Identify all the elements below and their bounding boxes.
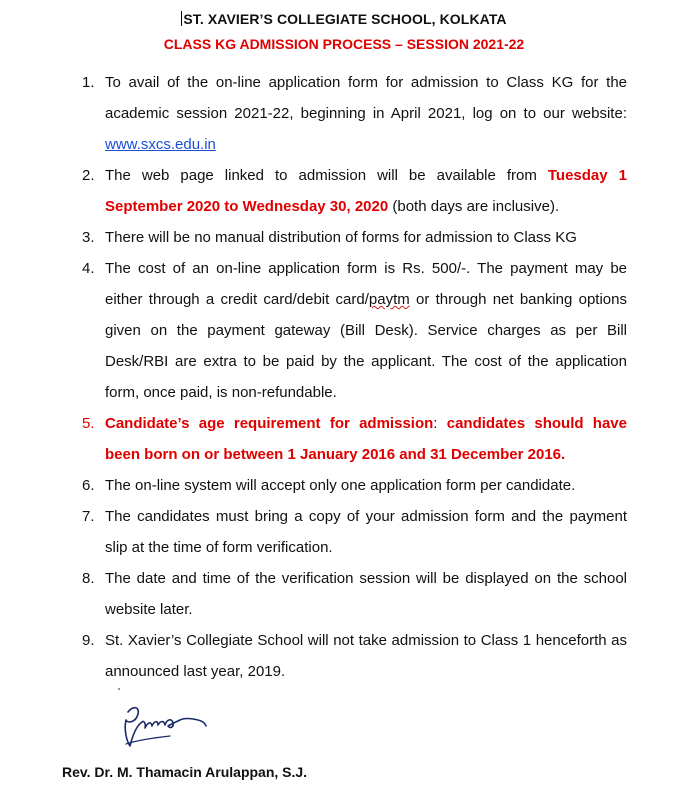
stray-mark xyxy=(118,688,120,690)
item-text: The web page linked to admission will be available from xyxy=(105,167,548,184)
spellcheck-word: paytm xyxy=(368,291,410,308)
item-text: St. Xavier’s Collegiate School will not take admission to Class 1 henceforth as announced last year, 2019. xyxy=(105,632,627,680)
item-number: 6. xyxy=(82,477,95,494)
list-item-5 xyxy=(0,408,688,470)
item-text: The candidates must bring a copy of your admission form and the payment slip at the time of form verification. xyxy=(105,508,627,556)
item-text: To avail of the on-line application form for admission to Class KG for the academic session 2021-22, beginning in April 2021, log on to our website: xyxy=(105,74,627,122)
school-name-heading xyxy=(0,11,688,27)
item-number: 4. xyxy=(82,260,95,277)
item-text: The on-line system will accept only one application form per candidate. xyxy=(105,477,576,494)
item-text: The date and time of the verification session will be displayed on the school website later. xyxy=(105,570,627,618)
item-number: 7. xyxy=(82,508,95,525)
list-item-7 xyxy=(0,501,688,563)
item-number: 8. xyxy=(82,570,95,587)
item-number: 3. xyxy=(82,229,95,246)
item-number: 5. xyxy=(82,415,95,432)
item-number: 1. xyxy=(82,74,95,91)
age-requirement-text: candidates should have been born on or between 1 January 2016 and 31 December 2016. xyxy=(105,415,627,463)
list-item-4 xyxy=(0,253,688,408)
colon-separator: : xyxy=(433,415,438,432)
website-link[interactable]: www.sxcs.edu.in xyxy=(105,136,216,153)
list-item-9 xyxy=(0,625,688,687)
item-text-tail: or through net banking options given on the payment gateway (Bill Desk). Service charges as per Bill Desk/RBI are extra to be paid by the applicant. The cost of the application form, once paid, is non-refundable. xyxy=(105,291,627,401)
list-item-6 xyxy=(0,470,688,501)
admission-process-title: CLASS KG ADMISSION PROCESS – SESSION 2021-22 xyxy=(163,36,525,52)
signatory-name: Rev. Dr. M. Thamacin Arulappan, S.J. xyxy=(62,764,308,780)
item-text-tail: (both days are inclusive). xyxy=(388,198,560,215)
item-number: 9. xyxy=(82,632,95,649)
item-text: The cost of an on-line application form is Rs. 500/-. The payment may be either through a credit card/debit card/ xyxy=(105,260,627,308)
item-number: 2. xyxy=(82,167,95,184)
list-item-3 xyxy=(0,222,688,253)
list-item-1 xyxy=(0,67,688,160)
availability-dates: Tuesday 1 September 2020 to Wednesday 30, 2020 xyxy=(105,167,627,215)
list-item-8 xyxy=(0,563,688,625)
signature-icon xyxy=(118,700,213,755)
item-text: There will be no manual distribution of forms for admission to Class KG xyxy=(105,229,577,246)
instructions-list xyxy=(0,67,688,687)
school-name: ST. XAVIER’S COLLEGIATE SCHOOL, KOLKATA xyxy=(183,11,507,27)
age-requirement-label: Candidate’s age requirement for admission xyxy=(105,415,434,432)
list-item-2 xyxy=(0,160,688,222)
